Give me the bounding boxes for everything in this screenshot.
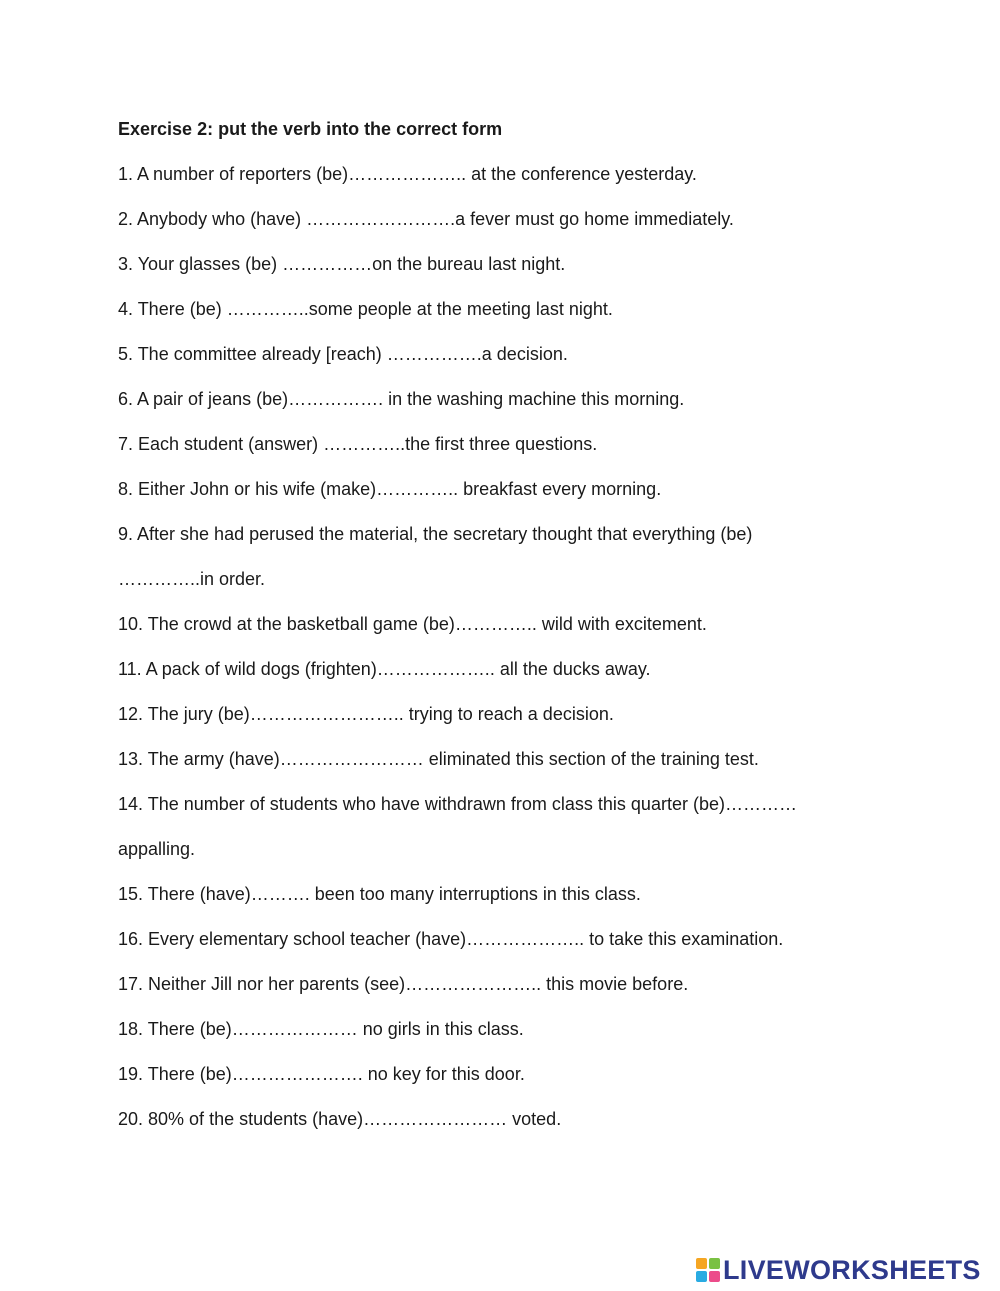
exercise-line-10: 10. The crowd at the basketball game (be)………….. wild with excitement. [118,614,707,634]
logo-tile [696,1271,707,1282]
exercise-title: Exercise 2: put the verb into the correct form [118,119,503,139]
exercise-line-4: 4. There (be) …………..some people at the meeting last night. [118,299,613,319]
exercise-line-14-continued: appalling. [118,839,196,859]
exercise-line-13: 13. The army (have)…………………… eliminated this section of the training test. [118,749,759,769]
exercise-line-9-continued: …………..in order. [118,569,266,589]
exercise-line-5: 5. The committee already [reach) …………….a decision. [118,344,568,364]
exercise-line-15: 15. There (have)………. been too many interruptions in this class. [118,884,641,904]
exercise-line-2: 2. Anybody who (have) …………………….a fever must go home immediately. [118,209,734,229]
exercise-line-19: 19. There (be)…………………. no key for this door. [118,1064,525,1084]
exercise-line-3: 3. Your glasses (be) ……………on the bureau last night. [118,254,566,274]
exercise-line-11: 11. A pack of wild dogs (frighten)……………….. all the ducks away. [118,659,651,679]
logo-text: LIVEWORKSHEETS [723,1255,981,1285]
exercise-line-16: 16. Every elementary school teacher (have)……………….. to take this examination. [118,929,784,949]
exercise-line-7: 7. Each student (answer) …………..the first three questions. [118,434,598,454]
exercise-line-12: 12. The jury (be)…………………….. trying to reach a decision. [118,704,614,724]
logo-tile [709,1258,720,1269]
logo-tile [709,1271,720,1282]
exercise-line-6: 6. A pair of jeans (be)……………. in the washing machine this morning. [118,389,685,409]
exercise-line-8: 8. Either John or his wife (make)………….. breakfast every morning. [118,479,662,499]
liveworksheets-logo [696,1254,981,1286]
exercise-line-18: 18. There (be)………………… no girls in this class. [118,1019,524,1039]
exercise-line-17: 17. Neither Jill nor her parents (see)………………….. this movie before. [118,974,689,994]
logo-tile [696,1258,707,1269]
exercise-line-9: 9. After she had perused the material, the secretary thought that everything (be) [118,524,753,544]
exercise-line-1: 1. A number of reporters (be)……………….. at the conference yesterday. [118,164,697,184]
logo-tiles-icon [696,1258,720,1282]
exercise-line-20: 20. 80% of the students (have)…………………… voted. [118,1109,562,1129]
exercise-line-14: 14. The number of students who have withdrawn from class this quarter (be)………… [118,794,797,814]
